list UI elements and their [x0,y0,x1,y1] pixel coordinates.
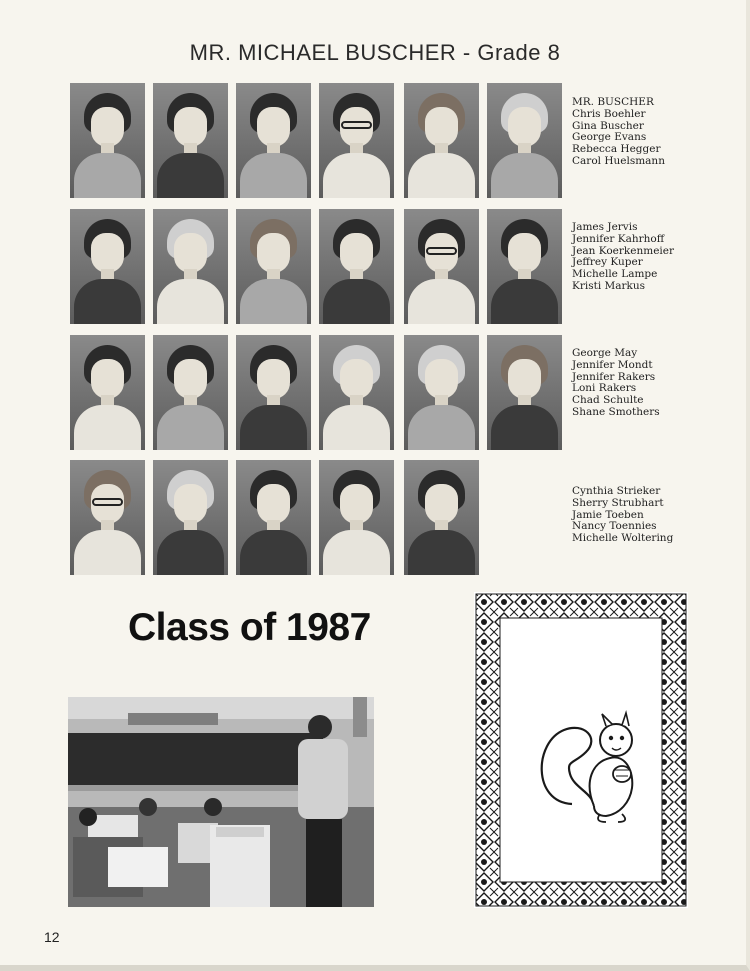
student-name: Carol Huelsmann [572,154,665,167]
name-list-row-3 [572,348,712,419]
student-name: Rebecca Hegger [572,143,661,156]
student-name: Jennifer Rakers [572,370,656,383]
student-name: James Jervis [572,221,638,233]
portrait-photo [153,335,228,450]
student-name: Jeffrey Kuper [572,256,643,269]
student-name: George Evans [572,131,647,144]
name-list-row-1 [572,97,712,168]
portrait-photo [236,83,311,198]
portrait-photo [404,335,479,450]
portrait-photo [404,83,479,198]
portrait-photo [153,209,228,324]
student-name: Jennifer Mondt [572,358,653,371]
student-name: George May [572,347,638,359]
portrait-photo [70,460,145,575]
portrait-photo [487,335,562,450]
student-name: Chad Schulte [572,394,644,407]
name-list-row-2 [572,222,712,293]
student-name: Michelle Woltering [572,532,674,545]
student-name: Shane Smothers [572,405,660,418]
classroom-photo [68,697,374,907]
student-name: Loni Rakers [572,382,637,395]
student-name: Cynthia Strieker [572,485,661,497]
portrait-photo [319,83,394,198]
name-list-row-4 [572,486,712,545]
student-name: Jamie Toeben [572,508,644,521]
portrait-photo [70,335,145,450]
portrait-photo [404,460,479,575]
student-name: Michelle Lampe [572,268,658,281]
portrait-photo [319,335,394,450]
portrait-photo [319,209,394,324]
portrait-photo [236,460,311,575]
portrait-photo [487,83,562,198]
page-title: MR. MICHAEL BUSCHER - Grade 8 [189,40,561,65]
page-number: 12 [44,929,60,945]
student-name: Sherry Strubhart [572,496,664,509]
student-name: Nancy Toennies [572,520,657,533]
student-name: Jennifer Kahrhoff [572,232,665,245]
class-of-heading: Class of 1987 [128,606,371,649]
portrait-photo [153,83,228,198]
student-name: MR. BUSCHER [572,96,654,108]
portrait-photo [404,209,479,324]
student-name: Jean Koerkenmeier [572,244,675,257]
squirrel-frame [474,592,688,908]
portrait-photo [319,460,394,575]
portrait-photo [487,209,562,324]
student-name: Chris Boehler [572,107,646,120]
portrait-photo [70,209,145,324]
portrait-photo [236,335,311,450]
portrait-photo [153,460,228,575]
portrait-photo [236,209,311,324]
student-name: Kristi Markus [572,279,646,292]
student-name: Gina Buscher [572,119,644,132]
portrait-photo [70,83,145,198]
